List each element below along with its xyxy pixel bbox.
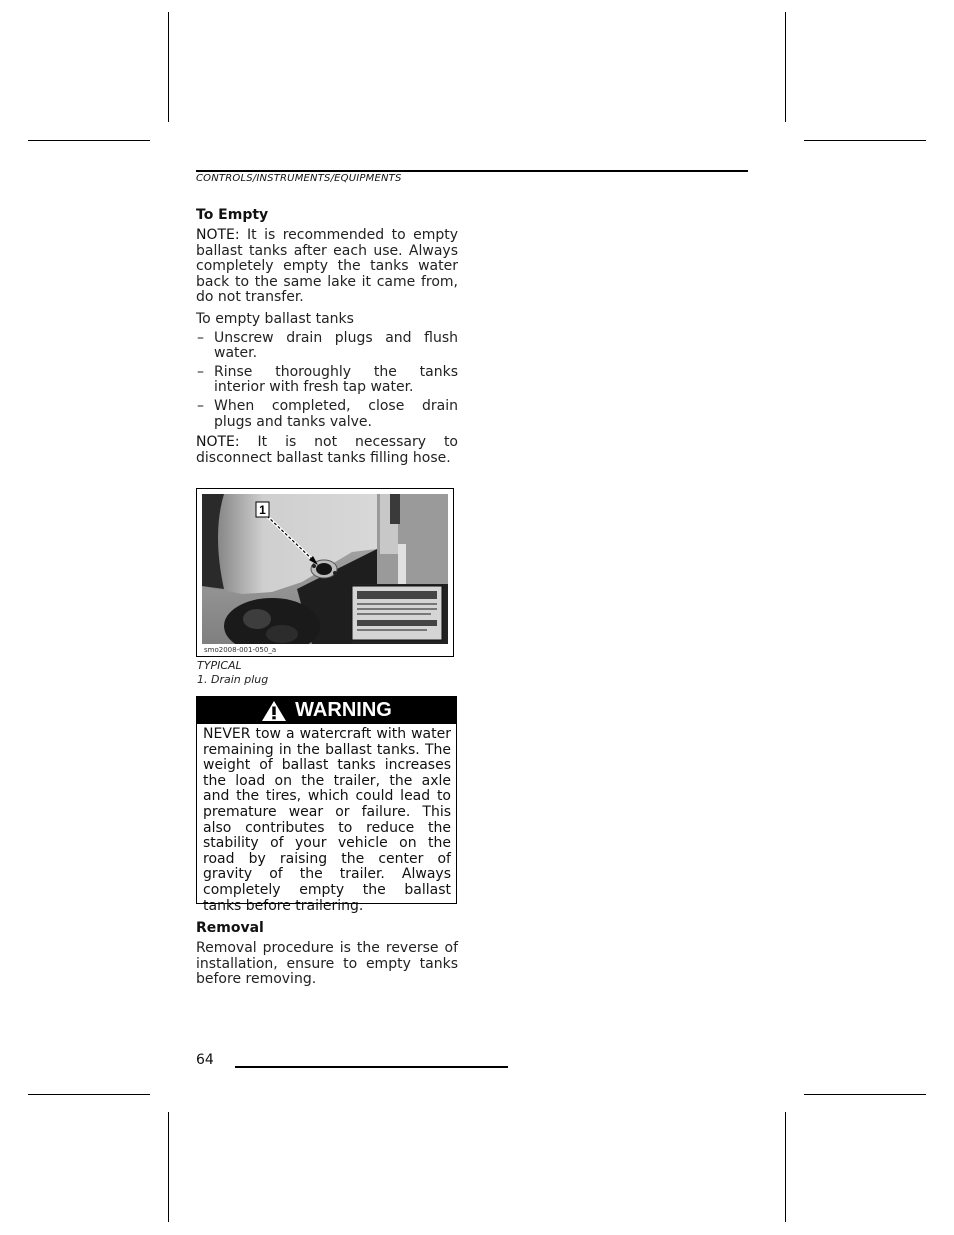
step-text: When completed, close drain plugs and tanks valve. xyxy=(214,397,458,430)
figure-frame xyxy=(196,488,454,657)
footer-rule xyxy=(235,1066,508,1068)
warning-banner xyxy=(197,697,456,724)
note-paragraph xyxy=(196,228,458,306)
warning-box xyxy=(196,696,457,914)
removal-text: Removal procedure is the reverse of installation, ensure to empty tanks before removing. xyxy=(196,940,458,988)
drain-plug-photo xyxy=(202,494,448,644)
callout-number: 1 xyxy=(259,503,266,517)
removal-section xyxy=(196,920,458,988)
to-empty-section xyxy=(196,207,458,466)
note-label: NOTE: xyxy=(196,227,240,243)
crop-mark xyxy=(804,1094,926,1095)
dash-mark: – xyxy=(197,329,204,346)
dash-mark: – xyxy=(197,363,204,380)
figure-code: smo2008-001-050_a xyxy=(204,646,277,654)
list-item xyxy=(196,365,458,396)
crop-mark xyxy=(168,12,169,122)
list-item xyxy=(196,399,458,430)
steps-list xyxy=(196,331,458,431)
removal-heading: Removal xyxy=(196,920,264,936)
crop-mark xyxy=(28,1094,150,1095)
note-paragraph-2 xyxy=(196,435,458,466)
warning-title: WARNING xyxy=(295,699,392,721)
section-header: CONTROLS/INSTRUMENTS/EQUIPMENTS xyxy=(196,173,402,184)
note-label: NOTE: xyxy=(196,434,240,451)
warning-text: NEVER tow a watercraft with water remaining in the ballast tanks. The weight of ballast tanks increases the load on the trailer, the axle and the tires, which could lead to premature wear or failure. This also contributes to reduce the stability of your vehicle on the road by raising the center of gravity of the trailer. Always completely empty the ballast tanks before trailering. xyxy=(203,726,451,914)
crop-mark xyxy=(785,1112,786,1222)
crop-mark xyxy=(28,140,150,141)
note-text: It is recommended to empty ballast tanks after each use. Always completely empty the tanks water back to the same lake it came from, do not transfer. xyxy=(196,227,458,306)
step-text: Unscrew drain plugs and flush water. xyxy=(214,329,458,362)
figure-caption-item: 1. Drain plug xyxy=(197,673,269,686)
figure-caption-title: TYPICAL xyxy=(197,659,242,672)
dash-mark: – xyxy=(197,397,204,414)
list-item xyxy=(196,331,458,362)
page-number: 64 xyxy=(196,1052,214,1068)
crop-mark xyxy=(804,140,926,141)
note-text: It is not necessary to disconnect ballast tanks filling hose. xyxy=(196,434,458,466)
to-empty-heading: To Empty xyxy=(196,207,269,223)
crop-mark xyxy=(168,1112,169,1222)
crop-mark xyxy=(785,12,786,122)
warning-triangle-icon xyxy=(261,700,287,722)
intro-text: To empty ballast tanks xyxy=(196,310,354,327)
step-text: Rinse thoroughly the tanks interior with fresh tap water. xyxy=(214,363,458,396)
header-rule xyxy=(196,170,748,172)
